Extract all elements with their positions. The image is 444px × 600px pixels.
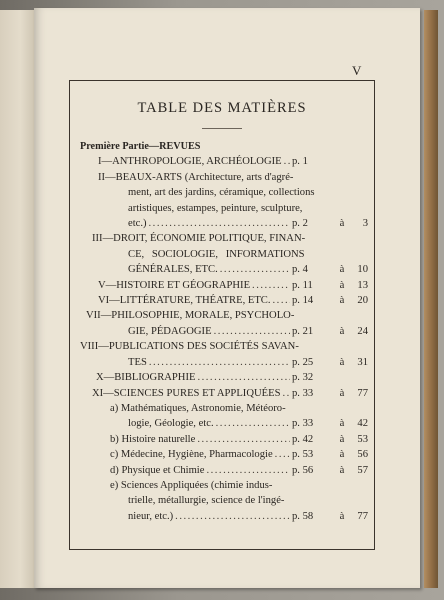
entry-line: artistiques, estampes, peinture, sculpture, [128, 202, 303, 214]
page-from: p. 58 [292, 510, 314, 522]
page-from: p. 33 [292, 387, 314, 399]
entry-label: nieur, etc.) [128, 510, 174, 522]
entry-label: logie, Géologie, etc. [128, 418, 214, 430]
leader-dots [149, 355, 290, 370]
page-to: 10 [357, 264, 368, 276]
page-sep: à [339, 325, 345, 337]
title-rule [202, 128, 242, 129]
entry-line: II—BEAUX-ARTS (Architecture, arts d'agré- [98, 171, 294, 183]
entry-label: c) Médecine, Hygiène, Pharmacologie [110, 449, 273, 461]
toc-subentry [80, 447, 368, 462]
page-from: p. 25 [292, 356, 314, 368]
entry-line: III—DROIT, ÉCONOMIE POLITIQUE, FINAN- [92, 233, 306, 245]
page-sep: à [339, 433, 345, 445]
leader-dots [275, 447, 290, 462]
entry-pages [292, 370, 368, 385]
entry-line: VII—PHILOSOPHIE, MORALE, PSYCHOLO- [86, 310, 295, 322]
toc-frame [69, 80, 375, 550]
page-ref: p. 1 [292, 156, 308, 168]
leader-dots [214, 324, 290, 339]
entry-line: a) Mathématiques, Astronomie, Météoro- [110, 402, 286, 414]
leader-dots [216, 416, 290, 431]
toc-entry [80, 154, 368, 169]
page-sep: à [339, 510, 345, 522]
leader-dots [282, 386, 290, 401]
page-to: 77 [357, 510, 368, 522]
page-to: 57 [357, 464, 368, 476]
page-sep: à [339, 295, 345, 307]
page-sep: à [339, 387, 345, 399]
entry-pages [292, 216, 368, 231]
toc-entry [80, 216, 368, 231]
toc-entry [80, 324, 368, 339]
entry-line: ment, art des jardins, céramique, collections [128, 187, 315, 199]
page-sep: à [339, 464, 345, 476]
entry-label: XI—SCIENCES PURES ET APPLIQUÉES [92, 387, 281, 399]
entry-pages [292, 293, 368, 308]
entry-label: VI—LITTÉRATURE, THÉATRE, ETC. [98, 295, 271, 307]
leader-dots [220, 262, 290, 277]
entry-line: trielle, métallurgie, science de l'ingé- [128, 495, 285, 507]
toc-entry [80, 386, 368, 401]
entry-label: GÉNÉRALES, ETC. [128, 264, 218, 276]
toc-subentry [80, 509, 368, 524]
leader-dots [206, 463, 290, 478]
toc-entry [80, 293, 368, 308]
entry-pages [292, 324, 368, 339]
page-to: 20 [357, 295, 368, 307]
page-sep: à [339, 449, 345, 461]
page-to: 24 [357, 325, 368, 337]
page-ref: p. 32 [292, 372, 314, 384]
entry-label: TES [128, 356, 147, 368]
page-from: p. 21 [292, 325, 314, 337]
part-heading: Première Partie—REVUES [80, 141, 201, 152]
page-to: 13 [357, 279, 368, 291]
left-page-edge [0, 10, 35, 588]
toc-title: TABLE DES MATIÈRES [137, 100, 307, 116]
page-sep: à [339, 218, 345, 230]
entry-label: X—BIBLIOGRAPHIE [96, 372, 196, 384]
page-sep: à [339, 356, 345, 368]
entry-line: CE, SOCIOLOGIE, INFORMATIONS [128, 248, 305, 260]
page-sep: à [339, 418, 345, 430]
toc-entries [80, 139, 368, 524]
toc-entry [80, 370, 368, 385]
leader-dots [149, 216, 290, 231]
entry-pages [292, 154, 368, 169]
entry-pages [292, 447, 368, 462]
entry-pages [292, 509, 368, 524]
page-from: p. 2 [292, 218, 308, 230]
entry-label: V—HISTOIRE ET GÉOGRAPHIE [98, 279, 251, 291]
toc-subentry [80, 463, 368, 478]
toc-entry [80, 355, 368, 370]
page-to: 42 [357, 418, 368, 430]
entry-pages [292, 278, 368, 293]
toc-entry [80, 278, 368, 293]
leader-dots [284, 154, 290, 169]
page-sep: à [339, 264, 345, 276]
page-from: p. 4 [292, 264, 308, 276]
page-from: p. 14 [292, 295, 314, 307]
entry-pages [292, 355, 368, 370]
entry-label: GIE, PÉDAGOGIE [128, 325, 212, 337]
leader-dots [273, 293, 290, 308]
toc-entry [80, 262, 368, 277]
page-number: V [352, 63, 362, 78]
entry-label: b) Histoire naturelle [110, 433, 196, 445]
entry-pages [292, 386, 368, 401]
toc-subentry [80, 432, 368, 447]
page-from: p. 11 [292, 279, 313, 291]
leader-dots [197, 370, 290, 385]
entry-pages [292, 416, 368, 431]
toc-subentry [80, 416, 368, 431]
page-from: p. 56 [292, 464, 314, 476]
entry-label: I—ANTHROPOLOGIE, ARCHÉOLOGIE [98, 156, 282, 168]
page-from: p. 42 [292, 433, 314, 445]
entry-pages [292, 463, 368, 478]
leader-dots [197, 432, 290, 447]
leader-dots [175, 509, 290, 524]
entry-label: etc.) [128, 218, 147, 230]
book-cover-edge [424, 10, 438, 588]
page-to: 31 [357, 356, 368, 368]
page-to: 53 [357, 433, 368, 445]
page-to: 77 [357, 387, 368, 399]
page-to: 3 [362, 218, 368, 230]
entry-pages [292, 432, 368, 447]
leader-dots [252, 278, 290, 293]
entry-line: e) Sciences Appliquées (chimie indus- [110, 479, 273, 491]
page-sep: à [339, 279, 345, 291]
entry-line: VIII—PUBLICATIONS DES SOCIÉTÉS SAVAN- [80, 341, 299, 353]
entry-pages [292, 262, 368, 277]
page-from: p. 33 [292, 418, 314, 430]
page-to: 56 [357, 449, 368, 461]
entry-label: d) Physique et Chimie [110, 464, 205, 476]
page-from: p. 53 [292, 449, 314, 461]
